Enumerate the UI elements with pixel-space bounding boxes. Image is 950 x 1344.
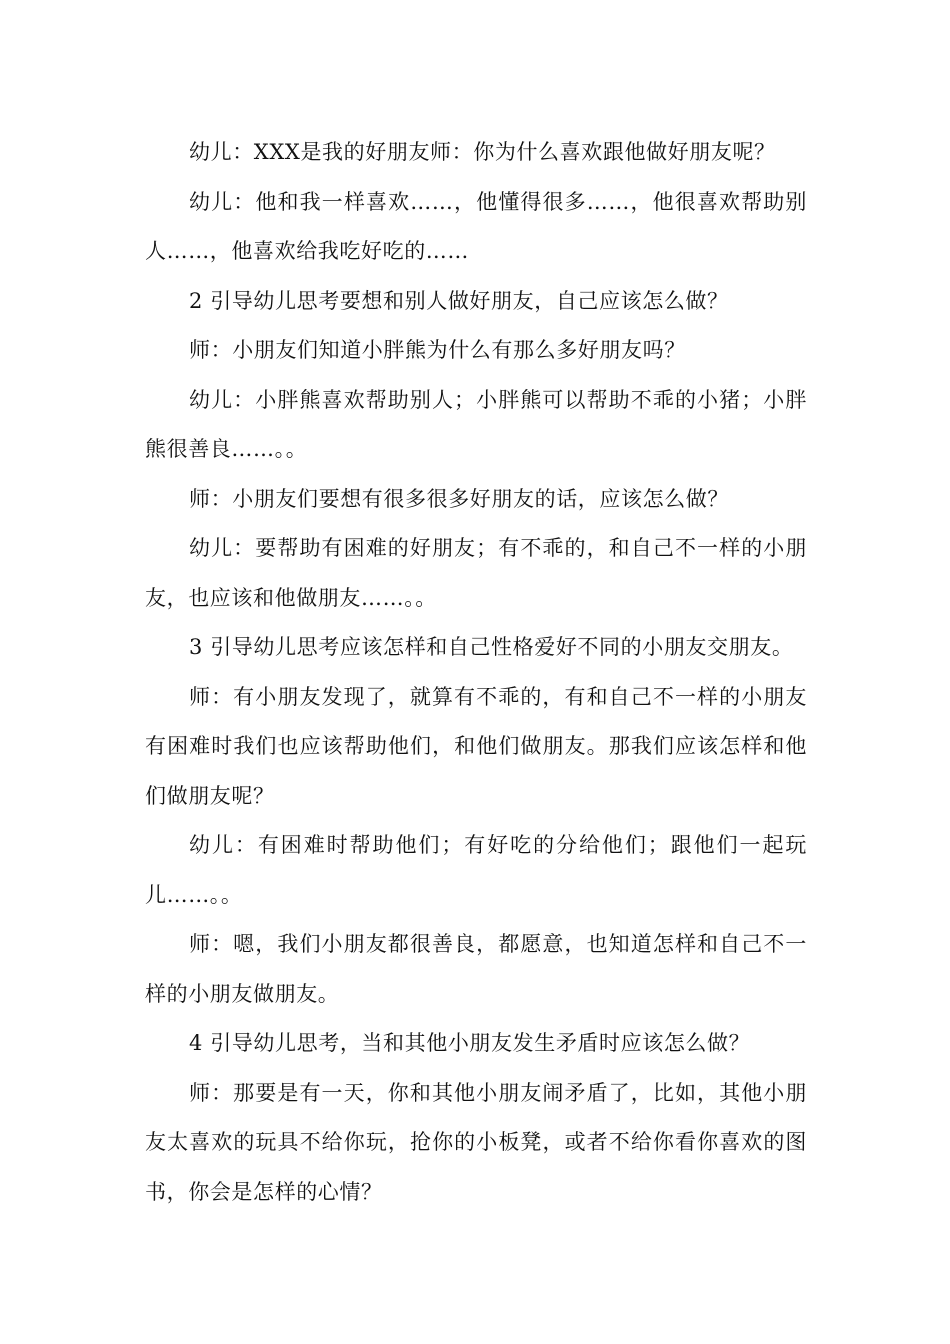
paragraph-3: 2 引导幼儿思考要想和别人做好朋友，自己应该怎么做？: [189, 288, 729, 313]
paragraph-7: 幼儿：要帮助有困难的好朋友；有不乖的，和自己不一样的小朋友，也应该和他做朋友……。。: [145, 536, 807, 610]
paragraph-8: 3 引导幼儿思考应该怎样和自己性格爱好不同的小朋友交朋友。: [189, 635, 794, 659]
paragraph-6: 师：小朋友们要想有很多很多好朋友的话，应该怎么做？: [189, 486, 729, 511]
document-body: [145, 128, 807, 1217]
paragraph-13: 师：那要是有一天，你和其他小朋友闹矛盾了，比如，其他小朋友太喜欢的玩具不给你玩，抢你的小板凳，或者不给你看你喜欢的图书，你会是怎样的心情？: [145, 1080, 807, 1204]
paragraph-1: 幼儿：XXX是我的好朋友师：你为什么喜欢跟他做好朋友呢？: [189, 140, 776, 164]
paragraph-9: 师：有小朋友发现了，就算有不乖的，有和自己不一样的小朋友有困难时我们也应该帮助他们，和他们做朋友。那我们应该怎样和他们做朋友呢？: [145, 684, 807, 808]
paragraph-2: 幼儿：他和我一样喜欢……，他懂得很多……，他很喜欢帮助别人……，他喜欢给我吃好吃的……: [145, 189, 807, 263]
paragraph-10: 幼儿：有困难时帮助他们；有好吃的分给他们；跟他们一起玩儿……。。: [145, 833, 807, 907]
paragraph-4: 师：小朋友们知道小胖熊为什么有那么多好朋友吗？: [189, 338, 686, 362]
paragraph-11: 师：嗯，我们小朋友都很善良，都愿意，也知道怎样和自己不一样的小朋友做朋友。: [145, 932, 807, 1006]
paragraph-12: 4 引导幼儿思考，当和其他小朋友发生矛盾时应该怎么做？: [189, 1031, 751, 1055]
paragraph-5: 幼儿：小胖熊喜欢帮助别人；小胖熊可以帮助不乖的小猪；小胖熊很善良……。。: [145, 387, 807, 461]
